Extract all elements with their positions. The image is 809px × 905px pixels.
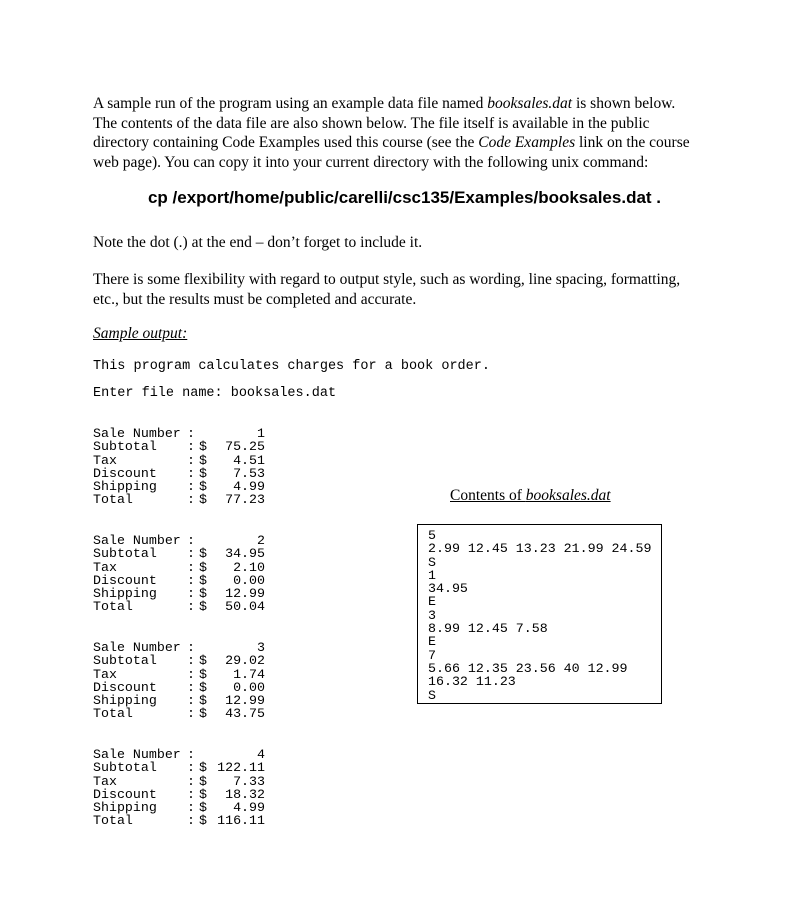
shipping-value: 12.99 bbox=[225, 586, 265, 602]
subtotal-row: Subtotal : $ 75.25 bbox=[93, 439, 265, 455]
data-line: E bbox=[428, 634, 436, 650]
intro-line-4: web page). You can copy it into your current directory with the following unix command: bbox=[93, 153, 649, 171]
data-line: S bbox=[428, 687, 436, 703]
total-row: Total : $ 116.11 bbox=[93, 813, 265, 829]
data-file-contents-box bbox=[417, 524, 662, 704]
file-prompt-line: Enter file name: booksales.dat bbox=[93, 386, 337, 401]
shipping-row: Shipping : $ 4.99 bbox=[93, 800, 265, 816]
subtotal-row: Subtotal : $ 122.11 bbox=[93, 760, 265, 776]
total-value: 77.23 bbox=[225, 492, 265, 508]
subtotal-row: Subtotal : $ 29.02 bbox=[93, 653, 265, 669]
shipping-row: Shipping : $ 4.99 bbox=[93, 479, 265, 495]
note-paragraph: Note the dot (.) at the end – don’t forget to include it. bbox=[93, 234, 423, 251]
discount-value: 7.53 bbox=[233, 465, 265, 481]
flex-line-2: etc., but the results must be completed and accurate. bbox=[93, 290, 417, 308]
subtotal-value: 122.11 bbox=[217, 760, 265, 776]
sale-number-value: 1 bbox=[257, 426, 265, 441]
sale-number-value: 3 bbox=[257, 640, 265, 655]
tax-row: Tax : $ 4.51 bbox=[93, 452, 265, 468]
sale-number-value: 4 bbox=[257, 747, 265, 762]
sample-output-heading: Sample output: bbox=[93, 325, 188, 342]
unix-command: cp /export/home/public/carelli/csc135/Examples/booksales.dat . bbox=[147, 188, 662, 207]
subtotal-value: 34.95 bbox=[225, 546, 265, 562]
discount-value: 0.00 bbox=[233, 679, 265, 695]
discount-row: Discount : $ 7.53 bbox=[93, 465, 265, 481]
data-line: E bbox=[428, 594, 436, 610]
intro-line-1: A sample run of the program using an example data file named booksales.dat is shown below. bbox=[93, 95, 676, 112]
tax-row: Tax : $ 7.33 bbox=[93, 773, 265, 789]
subtotal-row: Subtotal : $ 34.95 bbox=[93, 546, 265, 562]
tax-row: Tax : $ 1.74 bbox=[93, 666, 265, 682]
sale-block-2 bbox=[93, 534, 265, 614]
data-line: 16.32 11.23 bbox=[428, 674, 516, 690]
intro-line-2: The contents of the data file are also shown below. The file itself is available in the public bbox=[93, 114, 650, 132]
total-value: 116.11 bbox=[217, 813, 265, 829]
shipping-row: Shipping : $ 12.99 bbox=[93, 586, 265, 602]
intro-paragraph bbox=[93, 94, 713, 172]
data-line: 3 bbox=[428, 607, 436, 623]
sale-number-row: Sale Number : 3 bbox=[93, 640, 265, 655]
data-line: 8.99 12.45 7.58 bbox=[428, 621, 548, 637]
sale-number-row: Sale Number : 1 bbox=[93, 426, 265, 441]
data-line: S bbox=[428, 554, 436, 570]
shipping-value: 12.99 bbox=[225, 693, 265, 709]
data-line: 2.99 12.45 13.23 21.99 24.59 bbox=[428, 541, 652, 557]
contents-title: Contents of booksales.dat bbox=[450, 487, 611, 504]
tax-value: 4.51 bbox=[233, 452, 265, 468]
data-line: 7 bbox=[428, 647, 436, 663]
total-row: Total : $ 50.04 bbox=[93, 599, 265, 615]
sale-number-value: 2 bbox=[257, 533, 265, 548]
flex-line-1: There is some flexibility with regard to output style, such as wording, line spacing, formatting, bbox=[93, 271, 681, 288]
discount-row: Discount : $ 0.00 bbox=[93, 572, 265, 588]
total-row: Total : $ 43.75 bbox=[93, 706, 265, 722]
shipping-row: Shipping : $ 12.99 bbox=[93, 693, 265, 709]
tax-value: 1.74 bbox=[233, 666, 265, 682]
sale-block-3 bbox=[93, 641, 265, 721]
discount-value: 18.32 bbox=[225, 786, 265, 802]
shipping-value: 4.99 bbox=[233, 800, 265, 816]
discount-value: 0.00 bbox=[233, 572, 265, 588]
data-line: 34.95 bbox=[428, 581, 468, 597]
sale-number-row: Sale Number : 2 bbox=[93, 533, 265, 548]
sale-number-row: Sale Number : 4 bbox=[93, 747, 265, 762]
sale-block-4 bbox=[93, 748, 265, 828]
total-value: 43.75 bbox=[225, 706, 265, 722]
data-line: 1 bbox=[428, 567, 436, 583]
tax-value: 7.33 bbox=[233, 773, 265, 789]
subtotal-value: 29.02 bbox=[225, 653, 265, 669]
flexibility-paragraph bbox=[93, 270, 713, 309]
discount-row: Discount : $ 0.00 bbox=[93, 679, 265, 695]
data-line: 5.66 12.35 23.56 40 12.99 bbox=[428, 660, 628, 676]
subtotal-value: 75.25 bbox=[225, 439, 265, 455]
total-value: 50.04 bbox=[225, 599, 265, 615]
total-row: Total : $ 77.23 bbox=[93, 492, 265, 508]
contents-filename: booksales.dat bbox=[525, 487, 611, 504]
code-examples-reference: Code Examples bbox=[478, 134, 576, 151]
intro-filename: booksales.dat bbox=[487, 95, 573, 112]
tax-row: Tax : $ 2.10 bbox=[93, 559, 265, 575]
data-line: 5 bbox=[428, 528, 436, 543]
sale-block-1 bbox=[93, 427, 265, 507]
program-description-line: This program calculates charges for a book order. bbox=[93, 359, 490, 374]
tax-value: 2.10 bbox=[233, 559, 265, 575]
intro-line-3: directory containing Code Examples used this course (see the Code Examples link on the course bbox=[93, 134, 690, 151]
shipping-value: 4.99 bbox=[233, 479, 265, 495]
discount-row: Discount : $ 18.32 bbox=[93, 786, 265, 802]
